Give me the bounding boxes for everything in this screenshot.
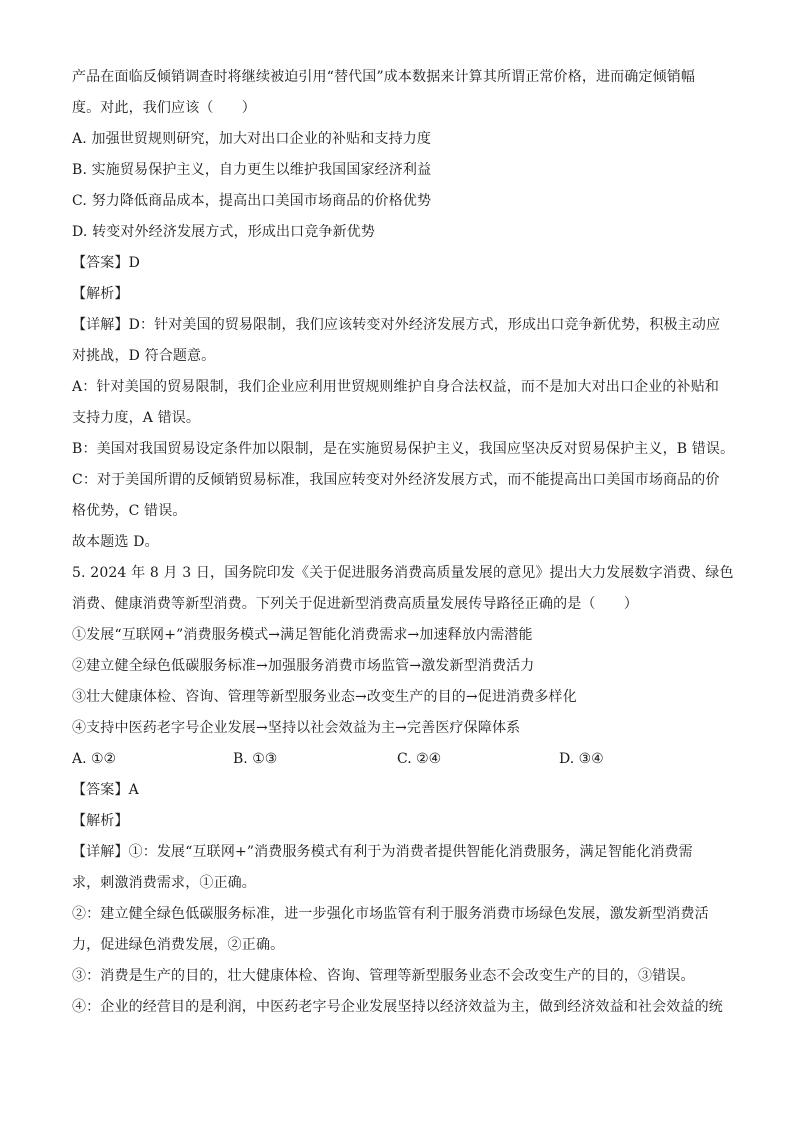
q4-detail-line-7: 格优势，C 错误。 [72,503,187,519]
answer-tag: 【答案】 [72,782,129,798]
q5-options-row [72,744,722,775]
q5-option-d: D. ③④ [559,751,604,767]
q5-stem-line-2: 消费、健康消费等新型消费。下列关于促进新型消费高质量发展传导路径正确的是（ ） [72,596,638,612]
q5-detail-line-4: 力，促进绿色消费发展，②正确。 [72,937,285,953]
document-page [72,62,735,1023]
answer-value: A [128,782,139,798]
q4-detail-line-1 [72,310,722,341]
detail-tag: 【详解】 [72,844,129,860]
q5-detail-line-3: ②：建立健全绿色低碳服务标准，进一步强化市场监管有利于服务消费市场绿色发展，激发新型消费活 [72,906,709,922]
q5-answer [72,775,722,806]
answer-value: D [128,255,140,271]
q4-option-a: A. 加强世贸规则研究，加大对出口企业的补贴和支持力度 [72,131,432,147]
q4-option-d: D. 转变对外经济发展方式，形成出口竞争新优势 [72,224,376,240]
q4-conclusion: 故本题选 D。 [72,534,159,550]
q4-detail-line-6: C：对于美国所谓的反倾销贸易标准，我国应转变对外经济发展方式，而不能提高出口美国市场商品的价 [72,472,720,488]
analysis-tag: 【解析】 [72,813,129,829]
q4-option-b: B. 实施贸易保护主义，自力更生以维护我国国家经济利益 [72,162,432,178]
q5-detail-line-6: ④：企业的经营目的是利润，中医药老字号企业发展坚持以经济效益为主，做到经济效益和社会效益的统 [72,999,723,1015]
detail-tag: 【详解】 [72,317,129,333]
q5-detail-line-5: ③：消费是生产的目的，壮大健康体检、咨询、管理等新型服务业态不会改变生产的目的，③错误。 [72,968,695,984]
answer-tag: 【答案】 [72,255,129,271]
q5-item-1: ①发展“互联网+”消费服务模式→满足智能化消费需求→加速释放内需潜能 [72,627,533,643]
q4-detail-line-2: 对挑战，D 符合题意。 [72,348,216,364]
q4-stem-line-1: 产品在面临反倾销调查时将继续被迫引用“替代国”成本数据来计算其所谓正常价格，进而确定倾销幅 [72,69,696,85]
q4-detail-line-4: 支持力度，A 错误。 [72,410,201,426]
q4-stem-line-2: 度。对此，我们应该（ ） [72,100,256,116]
q5-option-a: A. ①② [72,751,117,767]
q4-detail-line-3: A：针对美国的贸易限制，我们企业应利用世贸规则维护自身合法权益，而不是加大对出口企业的补贴和 [72,379,720,395]
q5-detail-line-1 [72,837,722,868]
detail-text: ①：发展“互联网+”消费服务模式有利于为消费者提供智能化消费服务，满足智能化消费需 [128,844,693,860]
q4-answer [72,248,722,279]
q5-option-c: C. ②④ [397,751,442,767]
q5-item-3: ③壮大健康体检、咨询、管理等新型服务业态→改变生产的目的→促进消费多样化 [72,689,577,705]
q5-analysis-heading [72,806,722,837]
detail-text: D：针对美国的贸易限制，我们应该转变对外经济发展方式，形成出口竞争新优势，积极主动应 [128,317,721,333]
q5-detail-line-2: 求，刺激消费需求，①正确。 [72,875,256,891]
q5-option-b: B. ①③ [233,751,278,767]
q5-item-2: ②建立健全绿色低碳服务标准→加强服务消费市场监管→激发新型消费活力 [72,658,535,674]
q4-option-c: C. 努力降低商品成本，提高出口美国市场商品的价格优势 [72,193,432,209]
q4-detail-line-5: B：美国对我国贸易设定条件加以限制，是在实施贸易保护主义，我国应坚决反对贸易保护主义，B 错误。 [72,441,735,457]
q5-item-4: ④支持中医药老字号企业发展→坚持以社会效益为主→完善医疗保障体系 [72,720,521,736]
analysis-tag: 【解析】 [72,286,129,302]
q4-analysis-heading [72,279,722,310]
q5-stem-line-1: 5. 2024 年 8 月 3 日，国务院印发《关于促进服务消费高质量发展的意见》提出大力发展数字消费、绿色 [72,565,734,581]
